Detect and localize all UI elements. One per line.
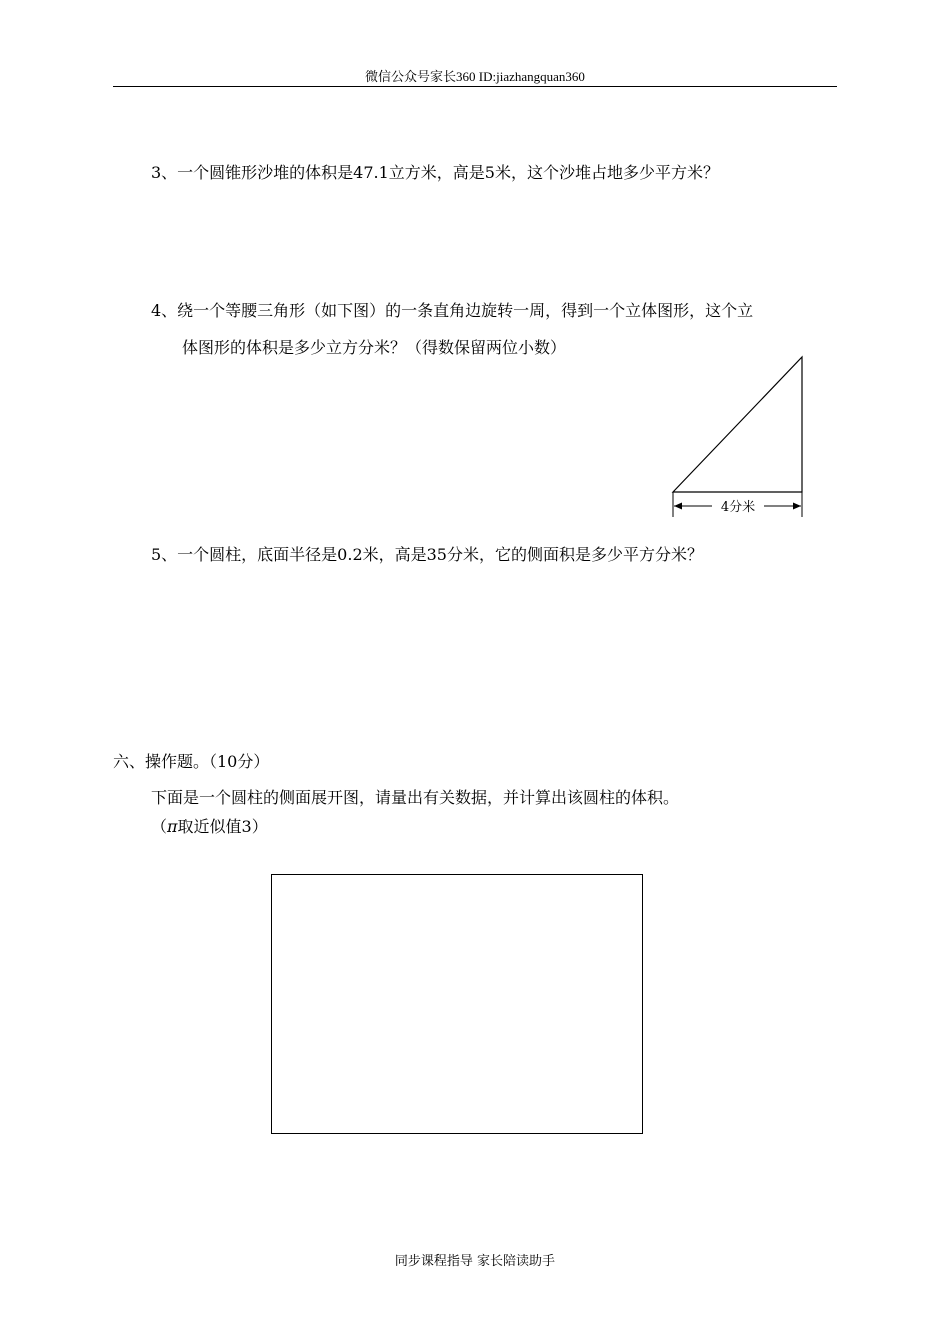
dimension-label: 4分米 xyxy=(720,500,756,515)
cylinder-lateral-unfold-rectangle xyxy=(271,874,643,1134)
question-3: 3、一个圆锥形沙堆的体积是47.1立方米，高是5米，这个沙堆占地多少平方米？ xyxy=(151,163,719,182)
note-rest: 取近似值3） xyxy=(177,817,268,836)
page-footer: 同步课程指导 家长陪读助手 xyxy=(394,1254,556,1269)
pi-symbol: π xyxy=(167,817,178,836)
question-4-line-2: 体图形的体积是多少立方分米？（得数保留两位小数） xyxy=(182,338,567,357)
triangle-diagram xyxy=(668,354,808,522)
right-triangle xyxy=(673,357,802,492)
section-6-title: 六、操作题。（10分） xyxy=(113,752,270,771)
page-header: 微信公众号家长360 ID:jiazhangquan360 xyxy=(365,69,585,84)
section-6-instruction: 下面是一个圆柱的侧面展开图，请量出有关数据，并计算出该圆柱的体积。 xyxy=(151,788,680,807)
arrowhead-right xyxy=(793,503,801,510)
note-open-paren: （ xyxy=(151,817,168,836)
arrowhead-left xyxy=(674,503,682,510)
header-divider xyxy=(113,86,837,87)
section-6-note xyxy=(151,814,268,837)
question-4-line-1: 4、绕一个等腰三角形（如下图）的一条直角边旋转一周，得到一个立体图形，这个立 xyxy=(151,301,754,320)
question-5: 5、一个圆柱，底面半径是0.2米，高是35分米，它的侧面积是多少平方分米？ xyxy=(151,545,703,564)
